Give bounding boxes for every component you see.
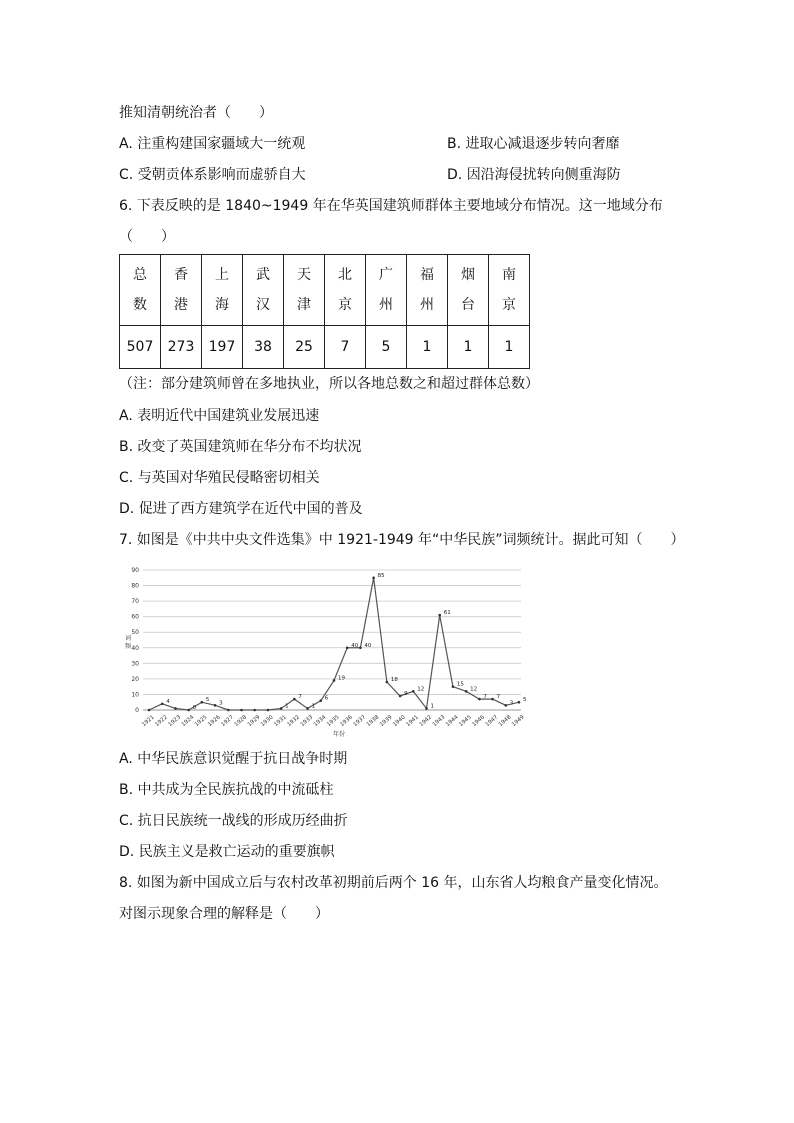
option-key: D. xyxy=(119,501,135,517)
q5-option-c xyxy=(119,165,306,185)
y-axis-label-char: 频 xyxy=(125,643,132,650)
x-tick-labels xyxy=(141,714,526,728)
x-tick-label: 1928 xyxy=(233,714,249,729)
option-text: 中共成为全民族抗战的中流砥柱 xyxy=(137,782,334,798)
y-tick-label: 40 xyxy=(131,644,139,652)
x-tick-label: 1941 xyxy=(405,714,420,729)
data-point xyxy=(399,695,402,698)
option-key: A. xyxy=(119,136,133,152)
option-text: 进取心减退逐步转向奢靡 xyxy=(465,136,620,152)
x-tick-label: 1948 xyxy=(497,714,513,729)
header-cell: 武 汉 xyxy=(243,255,284,326)
distribution-table xyxy=(119,254,530,369)
y-tick-labels xyxy=(131,567,139,714)
x-tick-label: 1922 xyxy=(154,714,169,729)
data-label: 18 xyxy=(390,677,398,683)
data-label: 6 xyxy=(324,695,329,702)
data-label: 3 xyxy=(509,700,514,707)
data-point xyxy=(346,646,349,649)
x-tick-label: 1939 xyxy=(378,714,394,729)
data-label: 5 xyxy=(523,697,527,704)
option-text: 表明近代中国建筑业发展迅速 xyxy=(137,408,320,424)
data-point xyxy=(253,709,256,712)
q8-stem-2: 对图示现象合理的解释是（ ） xyxy=(119,906,329,922)
data-point xyxy=(425,707,428,710)
header-cell: 天 津 xyxy=(284,255,325,326)
y-tick-label: 80 xyxy=(131,582,139,590)
y-tick-label: 20 xyxy=(131,675,139,683)
value-cell: 5 xyxy=(366,326,407,369)
x-tick-label: 1925 xyxy=(193,714,209,729)
y-tick-label: 0 xyxy=(135,707,139,714)
value-cell: 7 xyxy=(325,326,366,369)
value-cell: 1 xyxy=(407,326,448,369)
y-tick-label: 70 xyxy=(131,598,139,606)
data-point xyxy=(504,704,507,707)
data-label: 15 xyxy=(456,681,464,688)
x-tick-label: 1934 xyxy=(312,714,328,729)
value-cell: 1 xyxy=(489,326,530,369)
y-tick-label: 60 xyxy=(131,613,139,621)
header-cell: 上 海 xyxy=(202,255,243,326)
data-point xyxy=(386,681,389,684)
y-tick-label: 30 xyxy=(131,660,139,668)
q7-option-d xyxy=(119,842,335,862)
data-point xyxy=(518,701,521,704)
q5-option-b xyxy=(447,134,620,154)
q6-option-b xyxy=(119,437,362,457)
option-key: C. xyxy=(119,167,134,183)
x-tick-label: 1938 xyxy=(365,714,381,729)
header-cell: 广 州 xyxy=(366,255,407,326)
word-frequency-chart xyxy=(119,560,529,740)
x-tick-label: 1949 xyxy=(511,714,526,729)
x-tick-label: 1926 xyxy=(207,714,222,729)
x-tick-label: 1943 xyxy=(431,714,447,729)
data-label: 12 xyxy=(417,686,425,693)
data-point xyxy=(491,698,494,701)
data-point xyxy=(372,576,375,579)
q7-option-b xyxy=(119,780,334,800)
y-axis-label-char: 词 xyxy=(125,635,132,642)
x-tick-label: 1924 xyxy=(180,714,196,729)
data-point xyxy=(306,707,309,710)
data-point xyxy=(187,709,190,712)
option-text: 受朝贡体系影响而虚骄自大 xyxy=(137,167,306,183)
data-point xyxy=(240,709,243,712)
option-text: 民族主义是救亡运动的重要旗帜 xyxy=(138,844,335,860)
q6-stem-paren: （ ） xyxy=(119,229,175,245)
data-label: 3 xyxy=(219,700,223,707)
x-tick-label: 1931 xyxy=(273,714,288,729)
data-label: 40 xyxy=(351,642,359,649)
y-tick-label: 50 xyxy=(131,629,139,637)
data-label: 85 xyxy=(377,572,385,579)
table-header-row xyxy=(120,255,530,326)
header-cell: 香 港 xyxy=(161,255,202,326)
x-tick-label: 1933 xyxy=(299,714,315,729)
data-label: 4 xyxy=(166,698,170,705)
x-tick-label: 1936 xyxy=(339,714,354,729)
data-point xyxy=(293,698,296,701)
option-key: A. xyxy=(119,751,133,767)
q7-option-c xyxy=(119,811,348,831)
x-tick-label: 1940 xyxy=(392,714,407,729)
option-text: 改变了英国建筑师在华分布不均状况 xyxy=(137,439,362,455)
data-label: 12 xyxy=(470,686,478,693)
q6-option-d xyxy=(119,499,363,519)
option-text: 抗日民族统一战线的形成历经曲折 xyxy=(137,813,348,829)
data-point xyxy=(227,709,230,712)
option-key: D. xyxy=(447,167,463,183)
value-cell: 38 xyxy=(243,326,284,369)
option-key: A. xyxy=(119,408,133,424)
q6-option-a xyxy=(119,406,319,426)
q6-note: （注：部分建筑师曾在多地执业，所以各地总数之和超过群体总数） xyxy=(119,376,539,392)
data-point xyxy=(280,707,283,710)
option-text: 注重构建国家疆域大一统观 xyxy=(137,136,306,152)
value-cell: 25 xyxy=(284,326,325,369)
x-tick-label: 1921 xyxy=(141,714,156,729)
header-cell: 福 州 xyxy=(407,255,448,326)
option-text: 促进了西方建筑学在近代中国的普及 xyxy=(138,501,363,517)
q5-option-d xyxy=(447,165,621,185)
x-tick-label: 1942 xyxy=(418,714,434,729)
chart-grid xyxy=(143,570,521,710)
option-text: 与英国对华殖民侵略密切相关 xyxy=(137,470,320,486)
x-tick-label: 1930 xyxy=(259,714,275,729)
x-tick-label: 1932 xyxy=(286,714,302,729)
x-tick-label: 1923 xyxy=(167,714,183,729)
data-point xyxy=(148,709,151,712)
data-label: 1 xyxy=(430,703,434,710)
x-tick-label: 1927 xyxy=(220,714,235,729)
q5-option-a xyxy=(119,134,305,154)
x-tick-label: 1929 xyxy=(246,714,262,729)
q7-stem: 7. 如图是《中共中央文件选集》中 1921-1949 年“中华民族”词频统计。据此可知（ ） xyxy=(119,532,685,548)
option-text: 因沿海侵扰转向侧重海防 xyxy=(466,167,621,183)
data-point xyxy=(161,702,164,705)
data-point xyxy=(412,690,415,693)
value-cell: 197 xyxy=(202,326,243,369)
y-axis-label xyxy=(125,634,132,650)
data-point xyxy=(214,704,217,707)
data-point xyxy=(201,701,204,704)
data-label: 1 xyxy=(311,703,316,710)
option-key: D. xyxy=(119,844,135,860)
data-point xyxy=(174,707,177,710)
data-labels xyxy=(166,573,527,711)
q7-option-a xyxy=(119,749,347,769)
data-label: 9 xyxy=(404,691,408,697)
y-tick-label: 10 xyxy=(131,691,139,699)
data-label: 5 xyxy=(205,697,210,704)
header-cell: 北 京 xyxy=(325,255,366,326)
y-tick-label: 90 xyxy=(131,567,139,574)
data-point xyxy=(359,646,362,649)
x-tick-label: 1935 xyxy=(326,714,341,729)
data-point xyxy=(452,685,455,688)
series-line xyxy=(149,578,519,710)
x-tick-label: 1947 xyxy=(484,714,500,729)
option-key: B. xyxy=(447,136,462,152)
data-label: 19 xyxy=(338,675,345,682)
data-label: 1 xyxy=(285,703,289,710)
x-tick-label: 1937 xyxy=(352,714,368,729)
header-cell: 烟 台 xyxy=(448,255,489,326)
option-key: B. xyxy=(119,782,134,798)
data-label: 61 xyxy=(443,610,451,617)
value-cell: 273 xyxy=(161,326,202,369)
option-key: C. xyxy=(119,470,134,486)
x-tick-label: 1946 xyxy=(471,714,487,729)
q5-stem: 推知清朝统治者（ ） xyxy=(119,105,273,121)
data-point xyxy=(465,690,468,693)
data-point xyxy=(319,699,322,702)
data-point xyxy=(333,679,336,682)
q6-option-c xyxy=(119,468,320,488)
q8-stem: 8. 如图为新中国成立后与农村改革初期前后两个 16 年，山东省人均粮食产量变化情况。 xyxy=(119,875,668,891)
data-label: 0 xyxy=(192,705,197,711)
data-point xyxy=(267,709,270,712)
option-key: C. xyxy=(119,813,134,829)
data-label: 7 xyxy=(298,694,302,701)
table-value-row xyxy=(120,326,530,369)
data-point xyxy=(438,614,441,617)
data-label: 7 xyxy=(483,694,487,701)
q6-stem: 6. 下表反映的是 1840~1949 年在华英国建筑师群体主要地域分布情况。这一地域分布 xyxy=(119,198,663,214)
data-point xyxy=(478,698,481,701)
value-cell: 507 xyxy=(120,326,161,369)
x-tick-label: 1945 xyxy=(458,714,473,729)
x-axis-label: 年份 xyxy=(332,731,346,738)
option-key: B. xyxy=(119,439,134,455)
data-label: 40 xyxy=(364,642,372,649)
header-cell: 总 数 xyxy=(120,255,161,326)
x-tick-label: 1944 xyxy=(444,714,460,729)
option-text: 中华民族意识觉醒于抗日战争时期 xyxy=(137,751,348,767)
header-cell: 南 京 xyxy=(489,255,530,326)
value-cell: 1 xyxy=(448,326,489,369)
data-label: 7 xyxy=(496,694,501,701)
